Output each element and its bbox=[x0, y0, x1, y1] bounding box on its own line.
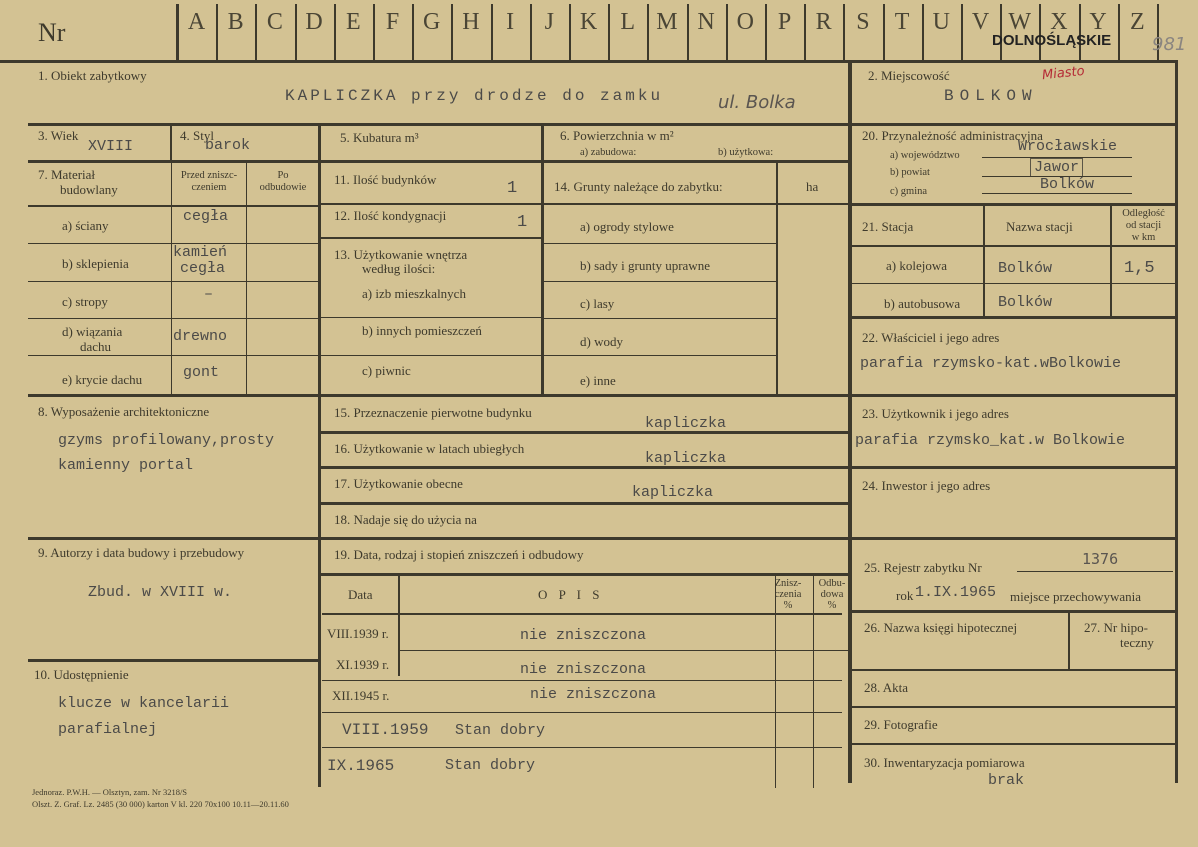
owner-label: 22. Właściciel i jego adres bbox=[862, 330, 1000, 345]
material-roof-truss-value: drewno bbox=[173, 328, 228, 345]
style-value: barok bbox=[205, 137, 251, 154]
locality-handwritten: Miasto bbox=[1041, 63, 1086, 84]
interior-use-label: 13. Użytkowanie wnętrza bbox=[334, 247, 468, 262]
land-gardens: a) ogrody stylowe bbox=[580, 219, 674, 234]
owner-value: parafia rzymsko-kat.wBolkowie bbox=[860, 355, 1122, 372]
suitable-for-label: 18. Nadaje się do użycia na bbox=[334, 512, 477, 527]
admin-district-label: b) powiat bbox=[890, 167, 930, 178]
material-walls-label: a) ściany bbox=[62, 218, 109, 233]
original-purpose-value: kapliczka bbox=[645, 415, 727, 432]
damage-col-destruction-3: % bbox=[783, 600, 793, 611]
print-info: Jednoraz. P.W.H. — Olsztyn, zam. Nr 3218/S bbox=[32, 787, 188, 797]
rule bbox=[850, 466, 1175, 469]
rule bbox=[983, 206, 985, 316]
damage-col-rebuild: Odbu- bbox=[818, 578, 846, 589]
authors-value: Zbud. w XVIII w. bbox=[88, 584, 233, 601]
rule bbox=[0, 60, 1178, 63]
damage-row-desc: nie zniszczona bbox=[530, 686, 657, 703]
station-col-name: Nazwa stacji bbox=[1006, 219, 1073, 234]
files-label: 28. Akta bbox=[864, 680, 909, 695]
material-vaults-label: b) sklepienia bbox=[62, 256, 129, 271]
survey-value: brak bbox=[988, 772, 1025, 789]
rule bbox=[28, 659, 319, 662]
rule bbox=[320, 502, 850, 505]
letter-c: C bbox=[266, 9, 283, 35]
mortgage-number-label: 27. Nr hipo- bbox=[1084, 620, 1148, 635]
storeys-value: 1 bbox=[517, 213, 528, 232]
rule bbox=[398, 576, 400, 676]
station-bus-label: b) autobusowa bbox=[884, 296, 961, 311]
damage-row-date: VIII.1959 bbox=[342, 721, 429, 739]
interior-rooms: a) izb mieszkalnych bbox=[362, 286, 466, 301]
letter-f: F bbox=[385, 9, 400, 35]
damage-col-destruction-2: czenia bbox=[774, 589, 802, 600]
rule bbox=[320, 203, 850, 205]
register-number: 1376 bbox=[1082, 550, 1119, 568]
letter-p: P bbox=[777, 9, 792, 35]
locality-value: BOLKOW bbox=[944, 87, 1038, 105]
object-value: KAPLICZKA przy drodze do zamku bbox=[285, 87, 664, 105]
access-line1: klucze w kancelarii bbox=[58, 695, 230, 712]
rule bbox=[400, 650, 850, 651]
material-col-before-2: czeniem bbox=[191, 182, 227, 193]
rule bbox=[28, 394, 848, 397]
damage-col-rebuild-3: % bbox=[827, 600, 837, 611]
access-line2: parafialnej bbox=[58, 721, 158, 738]
rule bbox=[320, 317, 543, 318]
land-orchards: b) sady i grunty uprawne bbox=[580, 258, 710, 273]
investor-label: 24. Inwestor i jego adres bbox=[862, 478, 991, 493]
letter-n: N bbox=[697, 9, 715, 35]
rule bbox=[543, 318, 778, 319]
material-col-after: Po bbox=[277, 170, 289, 181]
admin-commune-label: c) gmina bbox=[890, 186, 928, 197]
material-col-before: Przed zniszc- bbox=[180, 170, 238, 181]
rule bbox=[320, 466, 850, 469]
land-unit: ha bbox=[806, 179, 819, 194]
rule bbox=[28, 318, 319, 319]
damage-row-desc: Stan dobry bbox=[455, 722, 546, 739]
rule bbox=[850, 610, 1175, 613]
print-info-2: Olszt. Z. Graf. Lz. 2485 (30 000) karton V kl. 220 70x100 10.11—20.11.60 bbox=[32, 799, 289, 809]
rule bbox=[850, 706, 1175, 708]
land-waters: d) wody bbox=[580, 334, 623, 349]
material-vaults-value: kamień bbox=[173, 244, 228, 261]
volume-label: 5. Kubatura m³ bbox=[340, 130, 419, 145]
damage-col-rebuild-2: dowa bbox=[820, 589, 844, 600]
rule bbox=[850, 283, 1175, 284]
material-roof-truss-label-2: dachu bbox=[80, 339, 112, 354]
rule bbox=[28, 160, 319, 163]
station-bus-name: Bolków bbox=[998, 294, 1053, 311]
rule bbox=[246, 163, 247, 395]
letter-v: V bbox=[971, 9, 990, 35]
past-use-label: 16. Użytkowanie w latach ubiegłych bbox=[334, 441, 525, 456]
register-place-label: miejsce przechowywania bbox=[1010, 589, 1142, 604]
letter-b: B bbox=[227, 9, 244, 35]
rule bbox=[320, 237, 543, 239]
locality-label: 2. Miejscowość bbox=[868, 68, 950, 83]
material-label-2: budowlany bbox=[60, 182, 118, 197]
material-roofing-label: e) krycie dachu bbox=[62, 372, 143, 387]
damage-row-date: XII.1945 r. bbox=[332, 688, 390, 703]
rule bbox=[28, 205, 319, 207]
mortgage-number-label-2: teczny bbox=[1120, 635, 1154, 650]
style-label: 4. Styl bbox=[180, 128, 214, 143]
damage-row-date: VIII.1939 r. bbox=[327, 626, 389, 641]
object-handwritten: ul. Bolka bbox=[718, 92, 796, 113]
interior-cellars: c) piwnic bbox=[362, 363, 411, 378]
register-label: 25. Rejestr zabytku Nr bbox=[864, 560, 982, 575]
admin-commune-value: Bolków bbox=[1040, 176, 1095, 193]
letter-x: X bbox=[1050, 9, 1068, 35]
letter-u: U bbox=[932, 9, 950, 35]
rule bbox=[850, 203, 1175, 206]
letter-o: O bbox=[736, 9, 754, 35]
current-use-value: kapliczka bbox=[632, 484, 714, 501]
architectural-equipment-line1: gzyms profilowany,prosty bbox=[58, 432, 275, 449]
rule bbox=[850, 245, 1175, 247]
storeys-label: 12. Ilość kondygnacji bbox=[334, 208, 447, 223]
damage-col-destruction: Znisz- bbox=[774, 578, 802, 589]
damage-row-desc: Stan dobry bbox=[445, 757, 536, 774]
rule bbox=[848, 63, 852, 783]
photos-label: 29. Fotografie bbox=[864, 717, 938, 732]
letter-t: T bbox=[894, 9, 910, 35]
letter-y: Y bbox=[1089, 9, 1107, 35]
rule bbox=[322, 680, 842, 681]
rule bbox=[1017, 571, 1173, 572]
architectural-equipment-label: 8. Wyposażenie architektoniczne bbox=[38, 404, 210, 419]
admin-voivodeship-label: a) województwo bbox=[890, 150, 960, 161]
material-roof-truss-label: d) wiązania bbox=[62, 324, 123, 339]
station-rail-label: a) kolejowa bbox=[886, 258, 948, 273]
rule bbox=[171, 163, 172, 395]
material-vaults-value-2: cegła bbox=[180, 260, 226, 277]
survey-label: 30. Inwentaryzacja pomiarowa bbox=[864, 755, 1025, 770]
rule bbox=[318, 123, 321, 787]
rule bbox=[850, 394, 1175, 397]
past-use-value: kapliczka bbox=[645, 450, 727, 467]
letter-d: D bbox=[305, 9, 323, 35]
rule bbox=[543, 355, 778, 356]
rule bbox=[850, 669, 1175, 671]
letter-s: S bbox=[856, 9, 870, 35]
material-walls-value: cegła bbox=[183, 208, 229, 225]
original-purpose-label: 15. Przeznaczenie pierwotne budynku bbox=[334, 405, 532, 420]
damage-row-desc: nie zniszczona bbox=[520, 661, 647, 678]
rule bbox=[543, 243, 778, 244]
material-ceilings-label: c) stropy bbox=[62, 294, 108, 309]
damage-row-desc: nie zniszczona bbox=[520, 627, 647, 644]
rule bbox=[982, 193, 1132, 194]
station-col-distance-3: w km bbox=[1131, 232, 1156, 243]
area-built: a) zabudowa: bbox=[580, 147, 637, 158]
register-year-label: rok bbox=[896, 588, 914, 603]
rule bbox=[28, 355, 319, 356]
buildings-count-value: 1 bbox=[507, 179, 518, 198]
letter-i: I bbox=[506, 9, 515, 35]
region-stamp: DOLNOŚLĄSKIE bbox=[992, 32, 1112, 49]
damage-col-description: O P I S bbox=[538, 587, 604, 602]
station-rail-distance: 1,5 bbox=[1124, 259, 1155, 278]
letter-e: E bbox=[345, 9, 361, 35]
admin-label: 20. Przynależność administracyjna bbox=[862, 128, 1043, 143]
interior-use-label-2: według ilości: bbox=[362, 261, 436, 276]
access-label: 10. Udostępnienie bbox=[34, 667, 129, 682]
station-label: 21. Stacja bbox=[862, 219, 914, 234]
nr-label: Nr bbox=[38, 18, 66, 47]
damage-col-date: Data bbox=[348, 587, 373, 602]
admin-voivodeship-value: Wrocławskie bbox=[1018, 138, 1118, 155]
age-value: XVIII bbox=[88, 138, 134, 155]
letter-w: W bbox=[1008, 9, 1032, 35]
rule bbox=[1068, 613, 1070, 670]
letter-l: L bbox=[620, 9, 636, 35]
station-col-distance: Odległość bbox=[1122, 208, 1165, 219]
rule bbox=[320, 355, 543, 356]
letter-k: K bbox=[579, 9, 598, 35]
letter-j: J bbox=[544, 9, 554, 35]
area-label: 6. Powierzchnia w m² bbox=[560, 128, 674, 143]
letter-r: R bbox=[815, 9, 832, 35]
damage-row-date: IX.1965 bbox=[327, 757, 395, 775]
rule bbox=[170, 126, 172, 162]
rule bbox=[850, 743, 1175, 745]
letter-a: A bbox=[187, 9, 206, 35]
land-other: e) inne bbox=[580, 373, 616, 388]
material-ceilings-value: – bbox=[204, 286, 214, 303]
admin-district-value: Jawor bbox=[1030, 158, 1083, 177]
rule bbox=[850, 316, 1175, 319]
damage-row-date: XI.1939 r. bbox=[336, 657, 390, 672]
rule bbox=[28, 537, 1175, 540]
letter-h: H bbox=[462, 9, 480, 35]
object-label: 1. Obiekt zabytkowy bbox=[38, 68, 147, 83]
material-roofing-value: gont bbox=[183, 364, 220, 381]
buildings-count-label: 11. Ilość budynków bbox=[334, 172, 437, 187]
card-number: 981 bbox=[1152, 34, 1187, 55]
rule bbox=[320, 431, 850, 434]
age-label: 3. Wiek bbox=[38, 128, 79, 143]
mortgage-book-label: 26. Nazwa księgi hipotecznej bbox=[864, 620, 1018, 635]
letter-m: M bbox=[656, 9, 678, 35]
land-label: 14. Grunty należące do zabytku: bbox=[554, 179, 723, 194]
interior-other: b) innych pomieszczeń bbox=[362, 323, 482, 338]
rule bbox=[322, 747, 842, 748]
material-col-after-2: odbudowie bbox=[259, 182, 307, 193]
rule bbox=[28, 123, 1175, 126]
letter-z: Z bbox=[1129, 9, 1145, 35]
rule bbox=[322, 712, 842, 713]
rule bbox=[543, 281, 778, 282]
letter-g: G bbox=[423, 9, 441, 35]
land-forests: c) lasy bbox=[580, 296, 615, 311]
architectural-equipment-line2: kamienny portal bbox=[58, 457, 194, 474]
user-value: parafia rzymsko_kat.w Bolkowie bbox=[855, 432, 1126, 449]
rule bbox=[776, 163, 778, 396]
rule bbox=[322, 613, 842, 615]
rule bbox=[320, 160, 850, 163]
register-year-value: 1.IX.1965 bbox=[915, 584, 997, 601]
rule bbox=[28, 281, 319, 282]
user-label: 23. Użytkownik i jego adres bbox=[862, 406, 1009, 421]
material-label: 7. Materiał bbox=[38, 167, 96, 182]
station-rail-name: Bolków bbox=[998, 260, 1053, 277]
damage-label: 19. Data, rodzaj i stopień zniszczeń i odbudowy bbox=[334, 547, 584, 562]
rule bbox=[1175, 63, 1178, 783]
current-use-label: 17. Użytkowanie obecne bbox=[334, 476, 463, 491]
area-usable: b) użytkowa: bbox=[718, 147, 774, 158]
station-col-distance-2: od stacji bbox=[1125, 220, 1162, 231]
authors-label: 9. Autorzy i data budowy i przebudowy bbox=[38, 545, 245, 560]
